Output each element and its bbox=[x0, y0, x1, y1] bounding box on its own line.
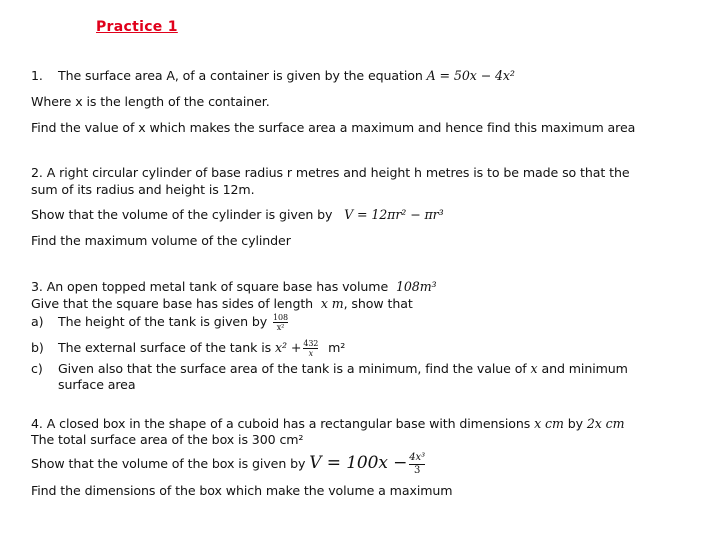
q3-text: Give that the square base has sides of length bbox=[31, 296, 314, 311]
q3-b-unit: m² bbox=[328, 340, 346, 355]
q3-b-label: b) bbox=[31, 340, 44, 355]
q3-var: x m bbox=[320, 296, 344, 311]
q2-equation: V = 12πr² − πr³ bbox=[344, 207, 444, 222]
page-title: Practice 1 bbox=[96, 19, 178, 35]
q3-c-label: c) bbox=[31, 361, 43, 376]
q3-a-text: The height of the tank is given by bbox=[58, 314, 268, 329]
q3-c-text: Given also that the surface area of the tank is a minimum, find the value of bbox=[58, 361, 527, 376]
denominator: x² bbox=[276, 323, 285, 332]
q1-line2: Where x is the length of the container. bbox=[31, 94, 270, 109]
q4-by: by bbox=[567, 416, 583, 431]
q3-b-expr: x² + bbox=[275, 340, 302, 355]
q4-dim2: 2x cm bbox=[586, 416, 625, 431]
q3-part-a bbox=[31, 313, 290, 332]
q4-text: Show that the volume of the box is given by bbox=[31, 456, 306, 471]
q4-equation bbox=[309, 453, 407, 473]
q1-number: 1. bbox=[31, 68, 43, 83]
q3-a-label: a) bbox=[31, 314, 44, 329]
q4-line3 bbox=[31, 452, 427, 477]
q2-line1: 2. A right circular cylinder of base radius r metres and height h metres is to be made so that the bbox=[31, 165, 630, 180]
q4-line2: The total surface area of the box is 300 cm² bbox=[31, 432, 304, 447]
q2-text: Show that the volume of the cylinder is given by bbox=[31, 207, 333, 222]
q2-line4: Find the maximum volume of the cylinder bbox=[31, 233, 291, 248]
q3-part-c-cont: surface area bbox=[58, 377, 136, 392]
q3-part-b bbox=[31, 339, 345, 358]
q3-a-fraction bbox=[273, 313, 288, 332]
q3-text-end: , show that bbox=[343, 296, 413, 311]
q1-text: The surface area A, of a container is given by the equation bbox=[58, 68, 423, 83]
numerator: 432 bbox=[303, 339, 319, 348]
q4-eq-lhs: V = 100x − bbox=[309, 453, 408, 473]
q4-fraction bbox=[409, 452, 425, 477]
q3-c-text2: and minimum bbox=[541, 361, 628, 376]
q3-b-fraction bbox=[303, 339, 318, 358]
q4-line4: Find the dimensions of the box which make the volume a maximum bbox=[31, 483, 453, 498]
q1-line1 bbox=[31, 68, 515, 83]
q3-volume: 108m³ bbox=[395, 279, 437, 294]
q2-line2: sum of its radius and height is 12m. bbox=[31, 182, 255, 197]
q1-equation: A = 50x − 4x² bbox=[426, 68, 515, 83]
q1-line3: Find the value of x which makes the surface area a maximum and hence find this maximum area bbox=[31, 120, 636, 135]
q3-line1 bbox=[31, 279, 436, 294]
q4-dim1: x cm bbox=[534, 416, 564, 431]
numerator: 108 bbox=[273, 313, 288, 322]
q2-line3 bbox=[31, 207, 444, 222]
q3-c-var: x bbox=[530, 361, 538, 376]
denominator: x bbox=[308, 349, 314, 358]
q4-text: 4. A closed box in the shape of a cuboid has a rectangular base with dimensions bbox=[31, 416, 531, 431]
q3-line2 bbox=[31, 296, 413, 311]
q3-part-c bbox=[31, 361, 628, 376]
denominator: 3 bbox=[414, 465, 421, 476]
q4-line1 bbox=[31, 416, 624, 431]
q3-text: 3. An open topped metal tank of square base has volume bbox=[31, 279, 389, 294]
q3-b-text: The external surface of the tank is bbox=[58, 340, 272, 355]
numerator: 4x³ bbox=[409, 452, 426, 463]
